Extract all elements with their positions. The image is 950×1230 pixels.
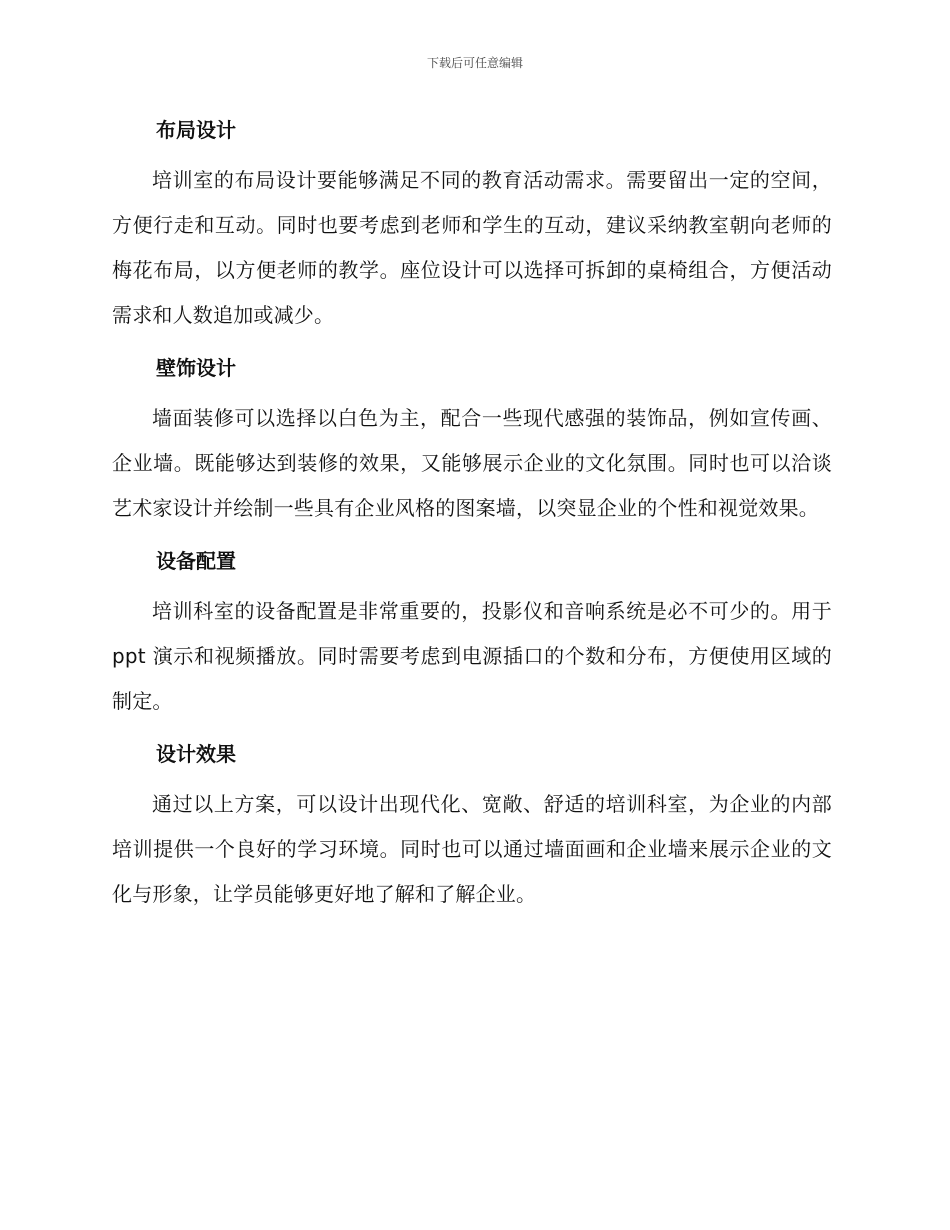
header-note: 下载后可任意编辑 — [426, 56, 523, 70]
document-content — [112, 112, 832, 929]
section-paragraph: 培训室的布局设计要能够满足不同的教育活动需求。需要留出一定的空间，方便行走和互动。同时也要考虑到老师和学生的互动，建议采纳教室朝向老师的梅花布局，以方便老师的教学。座位设计可以选择可拆卸的桌椅组合，方便活动需求和人数追加或减少。 — [112, 168, 832, 327]
section-wall-decoration-design — [112, 350, 832, 531]
section-paragraph: 墙面装修可以选择以白色为主，配合一些现代感强的装饰品，例如宣传画、企业墙。既能够达到装修的效果，又能够展示企业的文化氛围。同时也可以洽谈艺术家设计并绘制一些具有企业风格的图案墙，以突显企业的个性和视觉效果。 — [112, 406, 832, 520]
section-heading: 布局设计 — [156, 118, 236, 142]
section-paragraph: 培训科室的设备配置是非常重要的，投影仪和音响系统是必不可少的。用于 ppt 演示和视频播放。同时需要考虑到电源插口的个数和分布，方便使用区域的制定。 — [112, 599, 832, 713]
section-heading: 壁饰设计 — [156, 356, 236, 380]
section-paragraph: 通过以上方案，可以设计出现代化、宽敞、舒适的培训科室，为企业的内部培训提供一个良好的学习环境。同时也可以通过墙面画和企业墙来展示企业的文化与形象，让学员能够更好地了解和了解企业。 — [112, 792, 832, 906]
section-heading: 设备配置 — [156, 549, 236, 573]
section-equipment-configuration — [112, 543, 832, 724]
section-design-effect — [112, 736, 832, 917]
section-heading: 设计效果 — [156, 742, 236, 766]
section-layout-design — [112, 112, 832, 338]
